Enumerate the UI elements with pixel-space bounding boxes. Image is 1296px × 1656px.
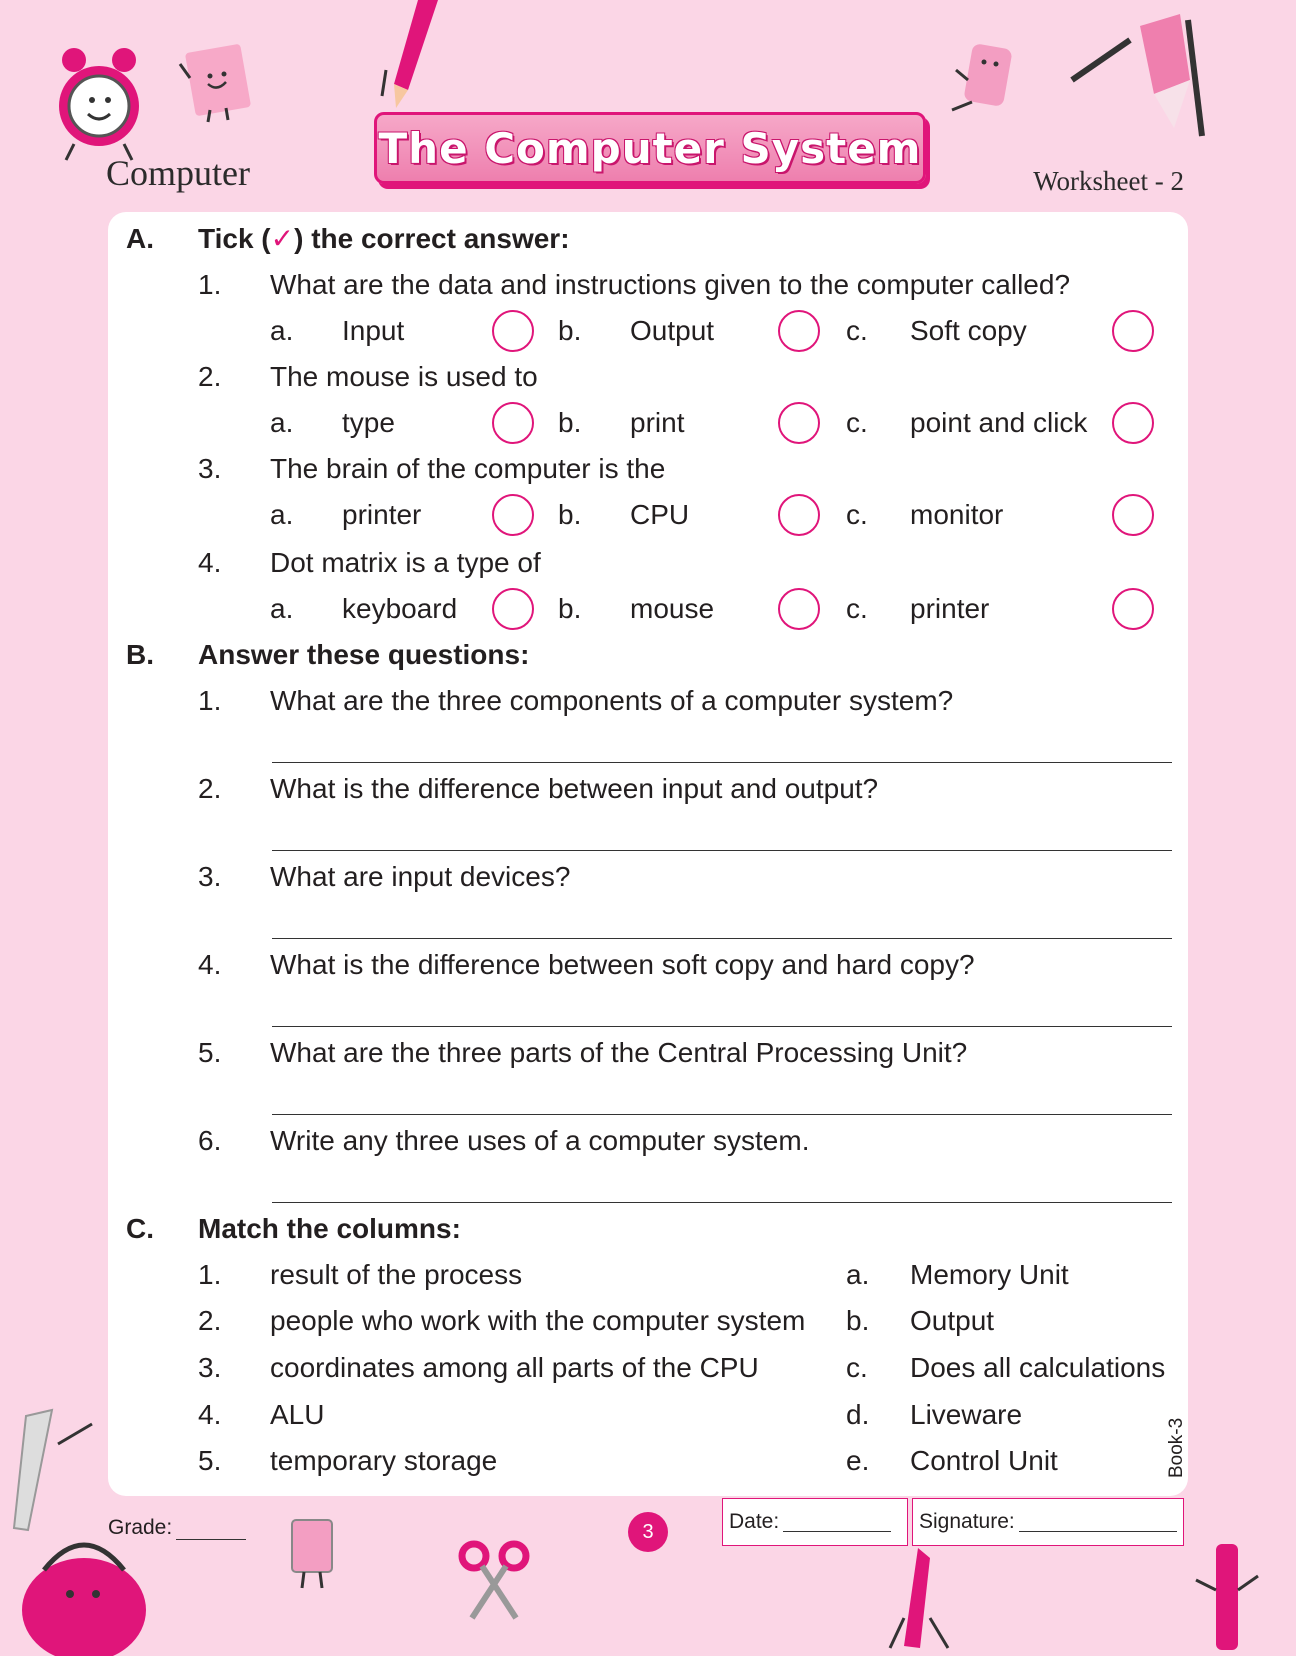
checkmark-icon: ✓ — [270, 223, 295, 254]
notepad-character-icon — [176, 44, 262, 124]
match-right-text: Control Unit — [910, 1445, 1058, 1476]
option-text: print — [630, 407, 685, 438]
answer-circle-q3-a[interactable] — [492, 494, 534, 536]
question-text: What are input devices? — [270, 861, 571, 892]
option-letter: c. — [846, 407, 868, 438]
option-letter: a. — [270, 499, 294, 530]
question-text: Dot matrix is a type of — [270, 547, 541, 578]
answer-circle-q1-b[interactable] — [778, 310, 820, 352]
option-text: printer — [910, 593, 990, 624]
pen-character-icon — [1192, 1540, 1264, 1656]
worksheet-card — [108, 212, 1188, 1496]
section-a-title — [198, 222, 570, 256]
option-letter: c. — [846, 593, 868, 624]
match-right-letter: a. — [846, 1259, 870, 1290]
match-left-number: 1. — [198, 1259, 222, 1290]
signature-input-line[interactable] — [1019, 1513, 1177, 1532]
match-left-number: 3. — [198, 1352, 222, 1383]
option-text: point and click — [910, 407, 1088, 438]
question-text: What are the three parts of the Central Processing Unit? — [270, 1037, 968, 1068]
pencil-and-ruler-icon — [1070, 10, 1210, 140]
worksheet-number: Worksheet - 2 — [1033, 166, 1184, 196]
section-a-title-suffix: ) the correct answer: — [294, 223, 570, 254]
answer-line[interactable] — [272, 1202, 1172, 1203]
match-right-text: Memory Unit — [910, 1259, 1069, 1290]
match-right-letter: e. — [846, 1445, 870, 1476]
answer-line[interactable] — [272, 1114, 1172, 1115]
crayon-character-icon — [884, 1548, 954, 1656]
option-text: printer — [342, 499, 422, 530]
match-left-number: 4. — [198, 1399, 222, 1430]
option-letter: a. — [270, 407, 294, 438]
option-text: Input — [342, 315, 405, 346]
date-label: Date: — [729, 1510, 780, 1533]
match-left-number: 2. — [198, 1305, 222, 1336]
ruler-character-icon — [8, 1404, 98, 1534]
option-letter: c. — [846, 499, 868, 530]
question-text: What is the difference between input and output? — [270, 773, 879, 804]
question-number: 3. — [198, 453, 222, 484]
answer-circle-q4-c[interactable] — [1112, 588, 1154, 630]
date-box — [722, 1498, 908, 1546]
match-left-text: ALU — [270, 1399, 325, 1430]
grade-label: Grade: — [108, 1516, 173, 1539]
section-a-title-prefix: Tick ( — [198, 223, 271, 254]
option-text: keyboard — [342, 593, 458, 624]
subject-label: Computer — [106, 153, 250, 193]
book-label: Book-3 — [1166, 1417, 1187, 1478]
option-letter: b. — [558, 407, 582, 438]
signature-box — [912, 1498, 1184, 1546]
answer-circle-q2-a[interactable] — [492, 402, 534, 444]
answer-circle-q3-c[interactable] — [1112, 494, 1154, 536]
question-text: What is the difference between soft copy and hard copy? — [270, 949, 975, 980]
answer-circle-q3-b[interactable] — [778, 494, 820, 536]
question-number: 1. — [198, 685, 222, 716]
section-b-title: Answer these questions: — [198, 639, 530, 670]
answer-circle-q1-c[interactable] — [1112, 310, 1154, 352]
answer-line[interactable] — [272, 938, 1172, 939]
answer-circle-q2-c[interactable] — [1112, 402, 1154, 444]
grade-field — [108, 1516, 246, 1540]
answer-line[interactable] — [272, 1026, 1172, 1027]
match-right-letter: d. — [846, 1399, 870, 1430]
option-letter: b. — [558, 315, 582, 346]
option-text: CPU — [630, 499, 690, 530]
option-text: type — [342, 407, 395, 438]
question-number: 6. — [198, 1125, 222, 1156]
answer-circle-q1-a[interactable] — [492, 310, 534, 352]
section-b-letter: B. — [126, 639, 154, 670]
question-number: 1. — [198, 269, 222, 300]
match-right-text: Does all calculations — [910, 1352, 1166, 1383]
question-number: 5. — [198, 1037, 222, 1068]
page-number-badge: 3 — [628, 1512, 668, 1552]
answer-line[interactable] — [272, 850, 1172, 851]
scissors-icon — [456, 1538, 532, 1622]
signature-label: Signature: — [919, 1510, 1015, 1533]
date-input-line[interactable] — [783, 1513, 891, 1532]
question-number: 2. — [198, 361, 222, 392]
match-right-letter: b. — [846, 1305, 870, 1336]
option-text: Soft copy — [910, 315, 1027, 346]
option-letter: a. — [270, 593, 294, 624]
answer-circle-q4-b[interactable] — [778, 588, 820, 630]
match-right-text: Liveware — [910, 1399, 1023, 1430]
section-c-letter: C. — [126, 1213, 154, 1244]
match-left-text: coordinates among all parts of the CPU — [270, 1352, 759, 1383]
worksheet-title: The Computer System — [378, 123, 922, 173]
match-left-text: result of the process — [270, 1259, 523, 1290]
section-c-title: Match the columns: — [198, 1213, 461, 1244]
match-left-number: 5. — [198, 1445, 222, 1476]
question-text: What are the data and instructions given to the computer called? — [270, 269, 1071, 300]
question-number: 4. — [198, 547, 222, 578]
option-text: mouse — [630, 593, 715, 624]
question-number: 4. — [198, 949, 222, 980]
section-a-letter: A. — [126, 223, 154, 254]
option-text: monitor — [910, 499, 1004, 530]
alarm-clock-icon — [54, 44, 144, 164]
question-text: Write any three uses of a computer system. — [270, 1125, 810, 1156]
match-left-text: people who work with the computer system — [270, 1305, 806, 1336]
worksheet-title-banner — [374, 112, 926, 184]
answer-line[interactable] — [272, 762, 1172, 763]
bag-character-icon — [14, 1520, 154, 1656]
grade-input-line[interactable] — [176, 1521, 246, 1540]
question-number: 3. — [198, 861, 222, 892]
match-right-letter: c. — [846, 1352, 868, 1383]
answer-circle-q2-b[interactable] — [778, 402, 820, 444]
match-left-text: temporary storage — [270, 1445, 498, 1476]
option-letter: c. — [846, 315, 868, 346]
question-text: What are the three components of a computer system? — [270, 685, 954, 716]
answer-circle-q4-a[interactable] — [492, 588, 534, 630]
sharpener-character-icon — [284, 1516, 344, 1592]
match-right-text: Output — [910, 1305, 995, 1336]
pencil-character-icon — [378, 0, 448, 110]
option-letter: a. — [270, 315, 294, 346]
eraser-character-icon — [948, 40, 1028, 120]
question-text: The brain of the computer is the — [270, 453, 666, 484]
question-number: 2. — [198, 773, 222, 804]
question-text: The mouse is used to — [270, 361, 538, 392]
option-text: Output — [630, 315, 715, 346]
option-letter: b. — [558, 499, 582, 530]
option-letter: b. — [558, 593, 582, 624]
